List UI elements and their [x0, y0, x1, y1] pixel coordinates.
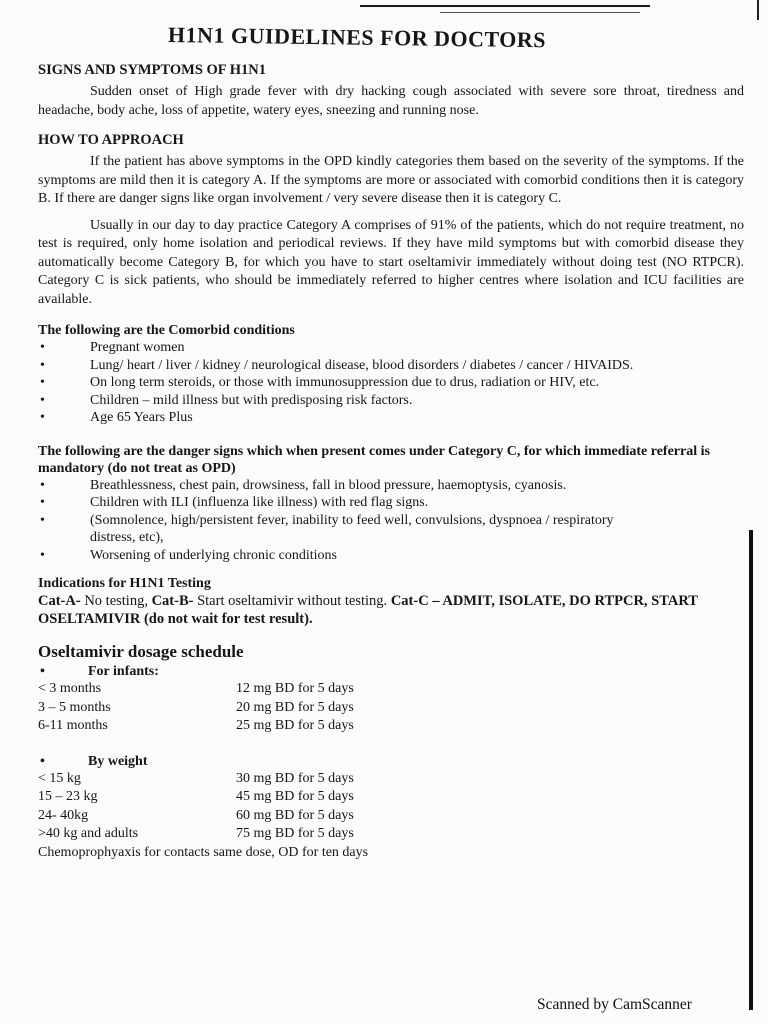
top-rule-secondary	[440, 12, 640, 13]
list-item: • Worsening of underlying chronic conditions	[38, 547, 744, 565]
weight-dose-table	[38, 770, 354, 844]
table-row	[38, 788, 354, 807]
list-item: • Lung/ heart / liver / kidney / neurological disease, blood disorders / diabetes / cancer / HIVAIDS.	[38, 357, 744, 375]
table-row	[38, 699, 354, 718]
scan-edge-mark	[757, 0, 759, 20]
list-item: • On long term steroids, or those with immunosuppression due to drus, radiation or HIV, etc.	[38, 374, 744, 392]
dose-range: >40 kg and adults	[38, 826, 139, 841]
list-item: • Children with ILI (influenza like illness) with red flag signs.	[38, 494, 744, 512]
dose-range: < 15 kg	[38, 770, 81, 786]
dose-range: 6-11 months	[38, 718, 108, 733]
danger-list	[38, 477, 744, 565]
table-row	[38, 770, 354, 789]
dose-range: 15 – 23 kg	[38, 789, 98, 804]
table-row	[38, 717, 354, 736]
document-content	[38, 22, 744, 862]
infants-heading	[38, 664, 744, 680]
list-item: • Age 65 Years Plus	[38, 409, 744, 427]
dose-value: 75 mg BD for 5 days	[236, 826, 354, 841]
approach-heading: HOW TO APPROACH	[38, 132, 184, 148]
comorbid-heading: The following are the Comorbid conditions	[38, 323, 295, 338]
dose-value: 25 mg BD for 5 days	[236, 718, 354, 733]
approach-paragraph-1: If the patient has above symptoms in the OPD kindly categories them based on the severity of the symptoms. If the symptoms are mild then it is category A. If the symptoms are more or associated with comorbid conditions then it is category B. If there are danger signs like organ involvement / very severe disease then it is category C.	[38, 154, 744, 206]
infants-dose-table	[38, 680, 354, 736]
dose-value: 45 mg BD for 5 days	[236, 789, 354, 804]
infants-heading-label: For infants:	[88, 664, 159, 679]
dose-value: 20 mg BD for 5 days	[236, 699, 354, 715]
dose-value: 60 mg BD for 5 days	[236, 807, 354, 823]
list-item: • Children – mild illness but with predisposing risk factors.	[38, 392, 744, 410]
weight-heading-label: By weight	[88, 753, 148, 769]
table-row	[38, 825, 354, 844]
cat-b-label: Cat-B-	[151, 593, 194, 609]
dose-value: 30 mg BD for 5 days	[236, 770, 354, 786]
dose-value: 12 mg BD for 5 days	[236, 681, 354, 696]
bullet: •	[40, 664, 45, 679]
scan-edge-shadow	[749, 530, 753, 1010]
dose-range: 3 – 5 months	[38, 699, 111, 715]
weight-heading	[38, 754, 744, 770]
dose-range: 24- 40kg	[38, 807, 89, 823]
table-row	[38, 807, 354, 826]
list-item: • (Somnolence, high/persistent fever, inability to feed well, convulsions, dyspnoea / respiratory distress, etc),	[38, 512, 744, 547]
scanner-watermark: Scanned by CamScanner	[537, 996, 692, 1013]
cat-a-label: Cat-A-	[38, 593, 81, 609]
signs-text: Sudden onset of High grade fever with dry hacking cough associated with severe sore throat, tiredness and headache, body ache, loss of appetite, watery eyes, sneezing and running nose.	[38, 84, 744, 118]
cat-a-text: No testing,	[80, 593, 152, 609]
bullet: •	[40, 753, 45, 769]
list-item: • Breathlessness, chest pain, drowsiness, fall in blood pressure, haemoptysis, cyanosis.	[38, 477, 744, 495]
table-row	[38, 680, 354, 699]
list-item: • Pregnant women	[38, 339, 744, 357]
dose-range: < 3 months	[38, 681, 102, 696]
cat-c-text: Cat-C – ADMIT, ISOLATE, DO RTPCR, START OSELTAMIVIR (do not wait for test result).	[38, 593, 698, 627]
indications-heading: Indications for H1N1 Testing	[38, 576, 211, 591]
cat-b-text: Start oseltamivir without testing.	[193, 593, 391, 609]
comorbid-list	[38, 339, 744, 427]
dosage-heading: Oseltamivir dosage schedule	[38, 642, 244, 661]
indications-text	[38, 592, 744, 628]
danger-heading: The following are the danger signs which when present comes under Category C, for which immediate referral is mandatory (do not treat as OPD)	[38, 443, 710, 476]
chemoprophylaxis-note: Chemoprophyaxis for contacts same dose, OD for ten days	[38, 844, 369, 860]
signs-heading: SIGNS AND SYMPTOMS OF H1N1	[38, 62, 266, 78]
approach-paragraph-2: Usually in our day to day practice Category A comprises of 91% of the patients, which do not require treatment, no test is required, only home isolation and periodical reviews. If they have mild symptoms but with comorbid disease they automatically become Category B, for which you have to start oseltamivir immediately without doing test (NO RTPCR). Category C is sick patients, who should be immediately referred to higher centres where isolation and ICU facilities are available.	[38, 217, 744, 307]
top-rule	[360, 5, 650, 7]
testing-indications	[38, 576, 744, 628]
page-title: H1N1 GUIDELINES FOR DOCTORS	[167, 22, 547, 53]
